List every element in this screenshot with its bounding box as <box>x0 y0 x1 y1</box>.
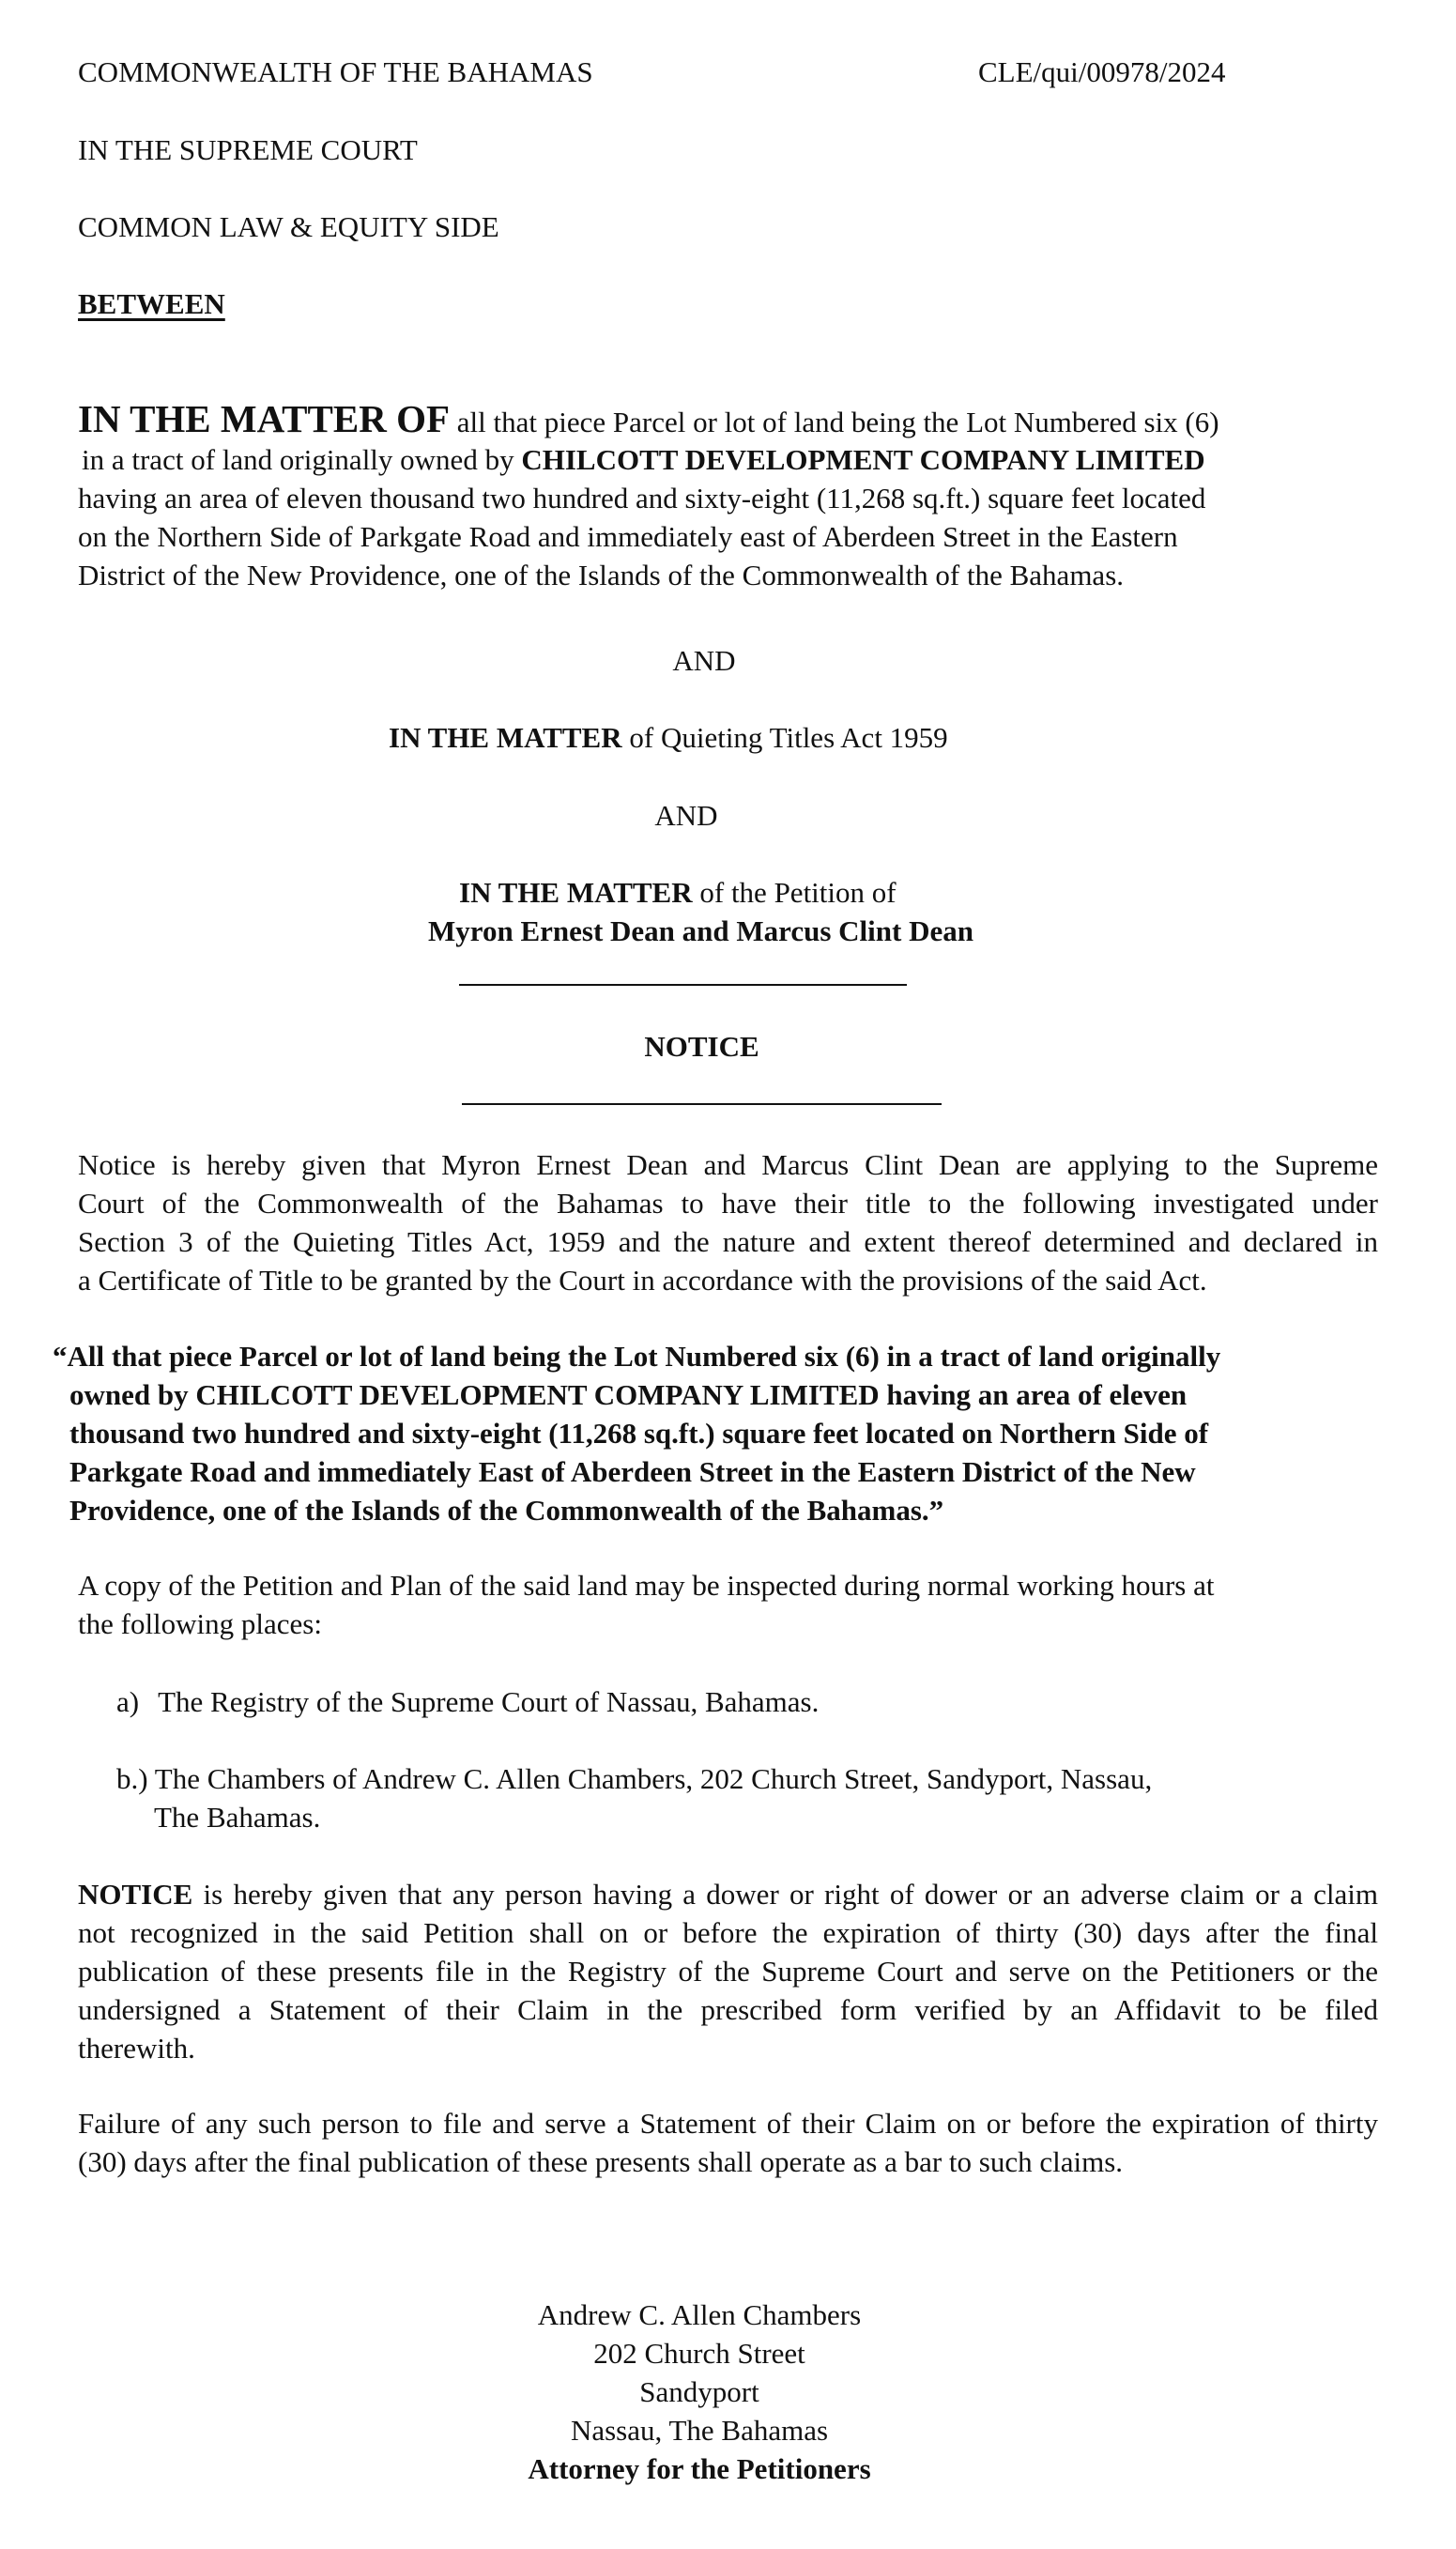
quote-line-4: Parkgate Road and immediately East of Aberdeen Street in the Eastern District of the New <box>69 1455 1196 1488</box>
company-name: CHILCOTT DEVELOPMENT COMPANY LIMITED <box>521 443 1205 476</box>
and-separator-1: AND <box>672 644 736 677</box>
signature-area: Sandyport <box>639 2375 759 2408</box>
notice-paragraph-line-1: Notice is hereby given that Myron Ernest Dean and Marcus Clint Dean are applying to the Supreme <box>78 1148 1378 1181</box>
failure-line-2: (30) days after the final publication of these presents shall operate as a bar to such claims. <box>78 2145 1124 2178</box>
matter-land-line-3: having an area of eleven thousand two hundred and sixty-eight (11,268 sq.ft.) square feet located <box>78 482 1206 514</box>
quote-line-3: thousand two hundred and sixty-eight (11,268 sq.ft.) square feet located on Northern Side of <box>69 1417 1209 1450</box>
matter-land-line-5: District of the New Providence, one of the Islands of the Commonwealth of the Bahamas. <box>78 559 1125 591</box>
notice-paragraph-line-2: Court of the Commonwealth of the Bahamas to have their title to the following investigated under <box>78 1187 1378 1220</box>
signature-firm: Andrew C. Allen Chambers <box>537 2298 862 2331</box>
matter-of-act <box>389 718 948 757</box>
claims-line-4: undersigned a Statement of their Claim in the prescribed form verified by an Affidavit to be filed <box>78 1993 1378 2026</box>
failure-paragraph <box>78 2104 1378 2181</box>
signature-city: Nassau, The Bahamas <box>570 2414 829 2447</box>
divider-line-1 <box>459 984 907 986</box>
quote-line-5: Providence, one of the Islands of the Commonwealth of the Bahamas.” <box>69 1494 944 1527</box>
notice-paragraph-line-4: a Certificate of Title to be granted by the Court in accordance with the provisions of the said Act. <box>78 1264 1207 1297</box>
claims-line-1-text: is hereby given that any person having a dower or right of dower or an adverse claim or a claim <box>192 1878 1378 1911</box>
inspection-line-1: A copy of the Petition and Plan of the said land may be inspected during normal working hours at <box>78 1569 1215 1602</box>
place-item-b-line-2: The Bahamas. <box>154 1801 321 1834</box>
land-description-quote <box>53 1337 1310 1529</box>
court-heading: IN THE SUPREME COURT <box>78 133 418 166</box>
and-separator-2: AND <box>654 799 718 832</box>
matter-land-line-2-text: in a tract of land originally owned by <box>82 443 522 476</box>
inspection-line-2: the following places: <box>78 1607 322 1640</box>
matter-petition-text: of the Petition of <box>692 876 897 909</box>
signature-street: 202 Church Street <box>593 2337 805 2370</box>
court-side-heading: COMMON LAW & EQUITY SIDE <box>78 210 499 243</box>
signature-role: Attorney for the Petitioners <box>528 2452 871 2485</box>
matter-act-text: of Quieting Titles Act 1959 <box>621 721 948 754</box>
matter-land-line-2 <box>78 440 1326 479</box>
failure-line-1: Failure of any such person to file and serve a Statement of their Claim on or before the expiration of thirty <box>78 2107 1378 2140</box>
jurisdiction-heading: COMMONWEALTH OF THE BAHAMAS <box>78 55 593 88</box>
matter-land-line-1 <box>78 398 1326 440</box>
claims-line-1 <box>78 1875 1378 1913</box>
claims-line-5: therewith. <box>78 2032 195 2065</box>
place-item-a <box>116 1682 819 1721</box>
matter-land-lead: IN THE MATTER OF <box>78 397 451 440</box>
place-item-a-text: The Registry of the Supreme Court of Nassau, Bahamas. <box>158 1685 820 1718</box>
petitioner-names: Myron Ernest Dean and Marcus Clint Dean <box>428 914 973 947</box>
place-item-a-marker: a) <box>116 1685 140 1718</box>
matter-act-lead: IN THE MATTER <box>389 721 622 754</box>
place-item-b-line-1: b.) The Chambers of Andrew C. Allen Chambers, 202 Church Street, Sandyport, Nassau, <box>116 1762 1153 1795</box>
notice-paragraph-line-3: Section 3 of the Quieting Titles Act, 1959 and the nature and extent thereof determined and declared in <box>78 1225 1378 1258</box>
claims-line-2: not recognized in the said Petition shall on or before the expiration of thirty (30) days after the final <box>78 1916 1378 1949</box>
matter-land-line-4: on the Northern Side of Parkgate Road and immediately east of Aberdeen Street in the Eastern <box>78 520 1178 553</box>
case-number: CLE/qui/00978/2024 <box>978 55 1226 88</box>
between-heading: BETWEEN <box>78 287 225 320</box>
matter-land-line-1-text: all that piece Parcel or lot of land being the Lot Numbered six (6) <box>450 406 1219 438</box>
quote-line-1: “All that piece Parcel or lot of land being the Lot Numbered six (6) in a tract of land originally <box>53 1340 1221 1373</box>
divider-line-2 <box>462 1103 942 1105</box>
matter-of-petition <box>459 873 897 912</box>
quote-line-2: owned by CHILCOTT DEVELOPMENT COMPANY LIMITED having an area of eleven <box>69 1378 1188 1411</box>
notice-paragraph <box>78 1145 1378 1299</box>
signature-block <box>375 2296 1023 2488</box>
claims-notice-paragraph <box>78 1875 1378 2067</box>
matter-petition-lead: IN THE MATTER <box>459 876 693 909</box>
claims-line-3: publication of these presents file in the Registry of the Supreme Court and serve on the Petitioners or the <box>78 1955 1378 1988</box>
claims-notice-lead: NOTICE <box>78 1878 193 1911</box>
matter-of-land <box>78 398 1326 594</box>
notice-title: NOTICE <box>644 1030 759 1063</box>
